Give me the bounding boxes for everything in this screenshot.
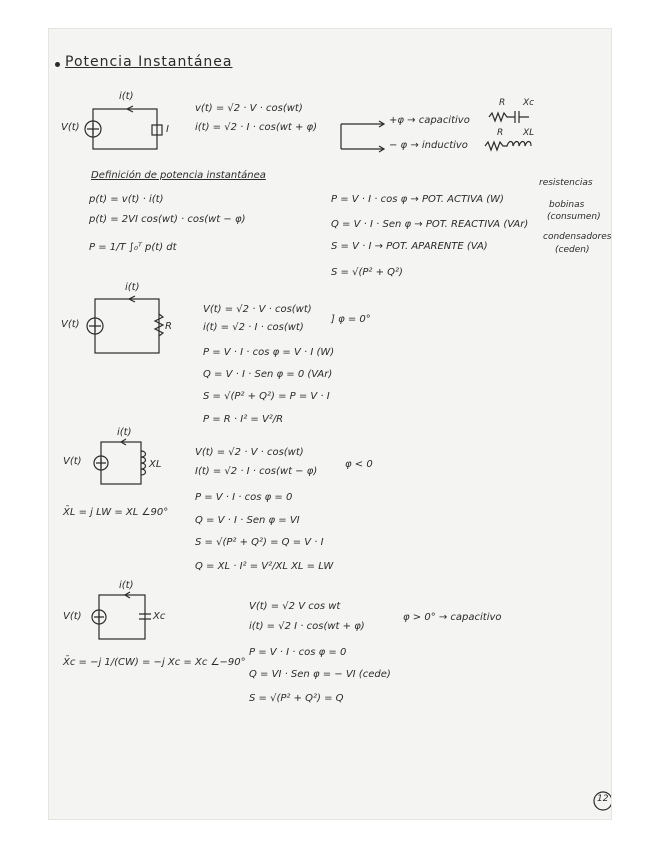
- note-consumen: (consumen): [547, 212, 601, 222]
- ind-P: P = V · I · cos φ = 0: [195, 492, 293, 503]
- reactive-power: Q = V · I · Sen φ → POT. REACTIVA (VAr): [331, 219, 529, 230]
- label-V-t: V(t): [61, 122, 80, 133]
- label-I: I: [166, 124, 169, 135]
- res-i: i(t) = √2 · I · cos(wt): [203, 322, 304, 333]
- eq-i: i(t) = √2 · I · cos(wt + φ): [195, 122, 318, 133]
- note-resistencias: resistencias: [539, 178, 593, 188]
- res-P2: P = R · I² = V²/R: [203, 414, 284, 425]
- p-eq-2: p(t) = 2VI cos(wt) · cos(wt − φ): [89, 214, 246, 225]
- label-R: R: [497, 128, 504, 138]
- ind-i: I(t) = √2 · I · cos(wt − φ): [195, 466, 318, 477]
- label-i-t: i(t): [125, 282, 140, 293]
- capacitive-note: +φ → capacitivo: [389, 115, 470, 126]
- ind-phi: φ < 0: [345, 459, 373, 470]
- cap-S: S = √(P² + Q²) = Q: [249, 693, 344, 704]
- note-condensadores: condensadores: [543, 232, 612, 242]
- ind-Q: Q = V · I · Sen φ = VI: [195, 515, 300, 526]
- ind-v: V(t) = √2 · V · cos(wt): [195, 447, 304, 458]
- eq-v: v(t) = √2 · V · cos(wt): [195, 103, 303, 114]
- label-i-t: i(t): [119, 91, 134, 102]
- ind-S: S = √(P² + Q²) = Q = V · I: [195, 537, 324, 548]
- label-i-t: i(t): [117, 427, 132, 438]
- label-i-t: i(t): [119, 580, 134, 591]
- label-R: R: [499, 98, 506, 108]
- label-XL: XL: [523, 128, 535, 138]
- label-V-t: V(t): [63, 611, 82, 622]
- notebook-page: [48, 28, 612, 820]
- label-XL: XL: [149, 459, 162, 470]
- page-number: 12: [597, 794, 609, 804]
- apparent-power: S = V · I → POT. APARENTE (VA): [331, 241, 488, 252]
- note-bobinas: bobinas: [549, 200, 585, 210]
- label-Xc: Xc: [523, 98, 535, 108]
- apparent-power-formula: S = √(P² + Q²): [331, 267, 403, 278]
- label-R: R: [165, 321, 172, 332]
- p-eq-3: P = 1/T ∫₀ᵀ p(t) dt: [89, 242, 177, 253]
- res-Q: Q = V · I · Sen φ = 0 (VAr): [203, 369, 333, 380]
- res-S: S = √(P² + Q²) = P = V · I: [203, 391, 330, 402]
- page-title: Potencia Instantánea: [65, 54, 233, 70]
- res-phi: ] φ = 0°: [331, 314, 371, 325]
- res-P: P = V · I · cos φ = V · I (W): [203, 347, 335, 358]
- p-eq-1: p(t) = v(t) · i(t): [89, 194, 164, 205]
- label-V-t: V(t): [61, 319, 80, 330]
- definition-heading: Definición de potencia instantánea: [91, 170, 266, 181]
- res-v: V(t) = √2 · V · cos(wt): [203, 304, 312, 315]
- ind-Q2: Q = XL · I² = V²/XL XL = LW: [195, 561, 334, 572]
- label-V-t: V(t): [63, 456, 82, 467]
- cap-i: i(t) = √2 I · cos(wt + φ): [249, 621, 365, 632]
- label-Xc: Xc: [153, 611, 166, 622]
- cap-P: P = V · I · cos φ = 0: [249, 647, 347, 658]
- cap-Q: Q = VI · Sen φ = − VI (cede): [249, 669, 391, 680]
- inductive-note: − φ → inductivo: [389, 140, 468, 151]
- cap-phi: φ > 0° → capacitivo: [403, 612, 502, 623]
- ind-XL: X̄L = j LW = XL ∠90°: [63, 507, 169, 518]
- cap-v: V(t) = √2 V cos wt: [249, 601, 341, 612]
- active-power: P = V · I · cos φ → POT. ACTIVA (W): [331, 194, 504, 205]
- note-ceden: (ceden): [555, 245, 590, 255]
- cap-Xc: X̄c = −j 1/(CW) = −j Xc = Xc ∠−90°: [63, 657, 246, 668]
